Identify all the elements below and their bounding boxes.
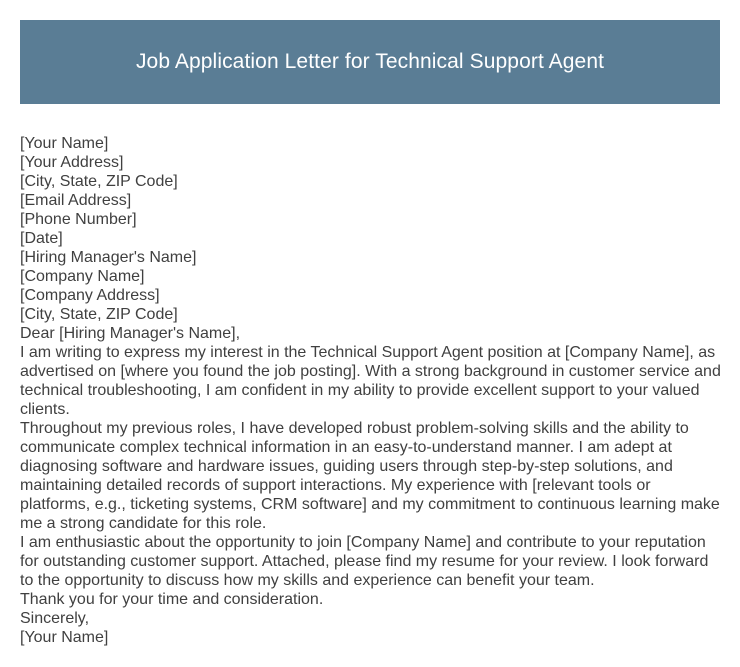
salutation: Dear [Hiring Manager's Name], (20, 325, 241, 342)
closing: Sincerely, (20, 610, 90, 627)
sender-city-state-zip: [City, State, ZIP Code] (20, 173, 178, 190)
paragraph-thanks: Thank you for your time and consideration. (20, 591, 324, 608)
recipient-company: [Company Name] (20, 268, 145, 285)
recipient-name: [Hiring Manager's Name] (20, 249, 197, 266)
paragraph-intro: I am writing to express my interest in the Technical Support Agent position at [Company Name], as advertised on [where you found the job posting]. With a strong background in customer service and technical troubleshooting, I am confident in my ability to provide excellent support to your valued clients. (20, 344, 726, 418)
page-title: Job Application Letter for Technical Support Agent (135, 50, 605, 73)
letter-body (20, 134, 725, 647)
letter-date: [Date] (20, 230, 63, 247)
recipient-address: [Company Address] (20, 287, 160, 304)
sender-phone: [Phone Number] (20, 211, 137, 228)
signature: [Your Name] (20, 629, 109, 646)
paragraph-enthusiasm: I am enthusiastic about the opportunity to join [Company Name] and contribute to your reputation for outstanding customer support. Attached, please find my resume for your review. I look forward to the opportunity to discuss how my skills and experience can benefit your team. (20, 534, 713, 589)
page-header (20, 20, 720, 104)
recipient-city-state-zip: [City, State, ZIP Code] (20, 306, 178, 323)
sender-address: [Your Address] (20, 154, 124, 171)
sender-name: [Your Name] (20, 135, 109, 152)
paragraph-experience: Throughout my previous roles, I have developed robust problem-solving skills and the ability to communicate complex technical information in an easy-to-understand manner. I am adept at diagnosing software and hardware issues, guiding users through step-by-step solutions, and maintaining detailed records of support interactions. My experience with [relevant tools or platforms, e.g., ticketing systems, CRM software] and my commitment to continuous learning make me a strong candidate for this role. (20, 420, 725, 532)
sender-email: [Email Address] (20, 192, 132, 209)
